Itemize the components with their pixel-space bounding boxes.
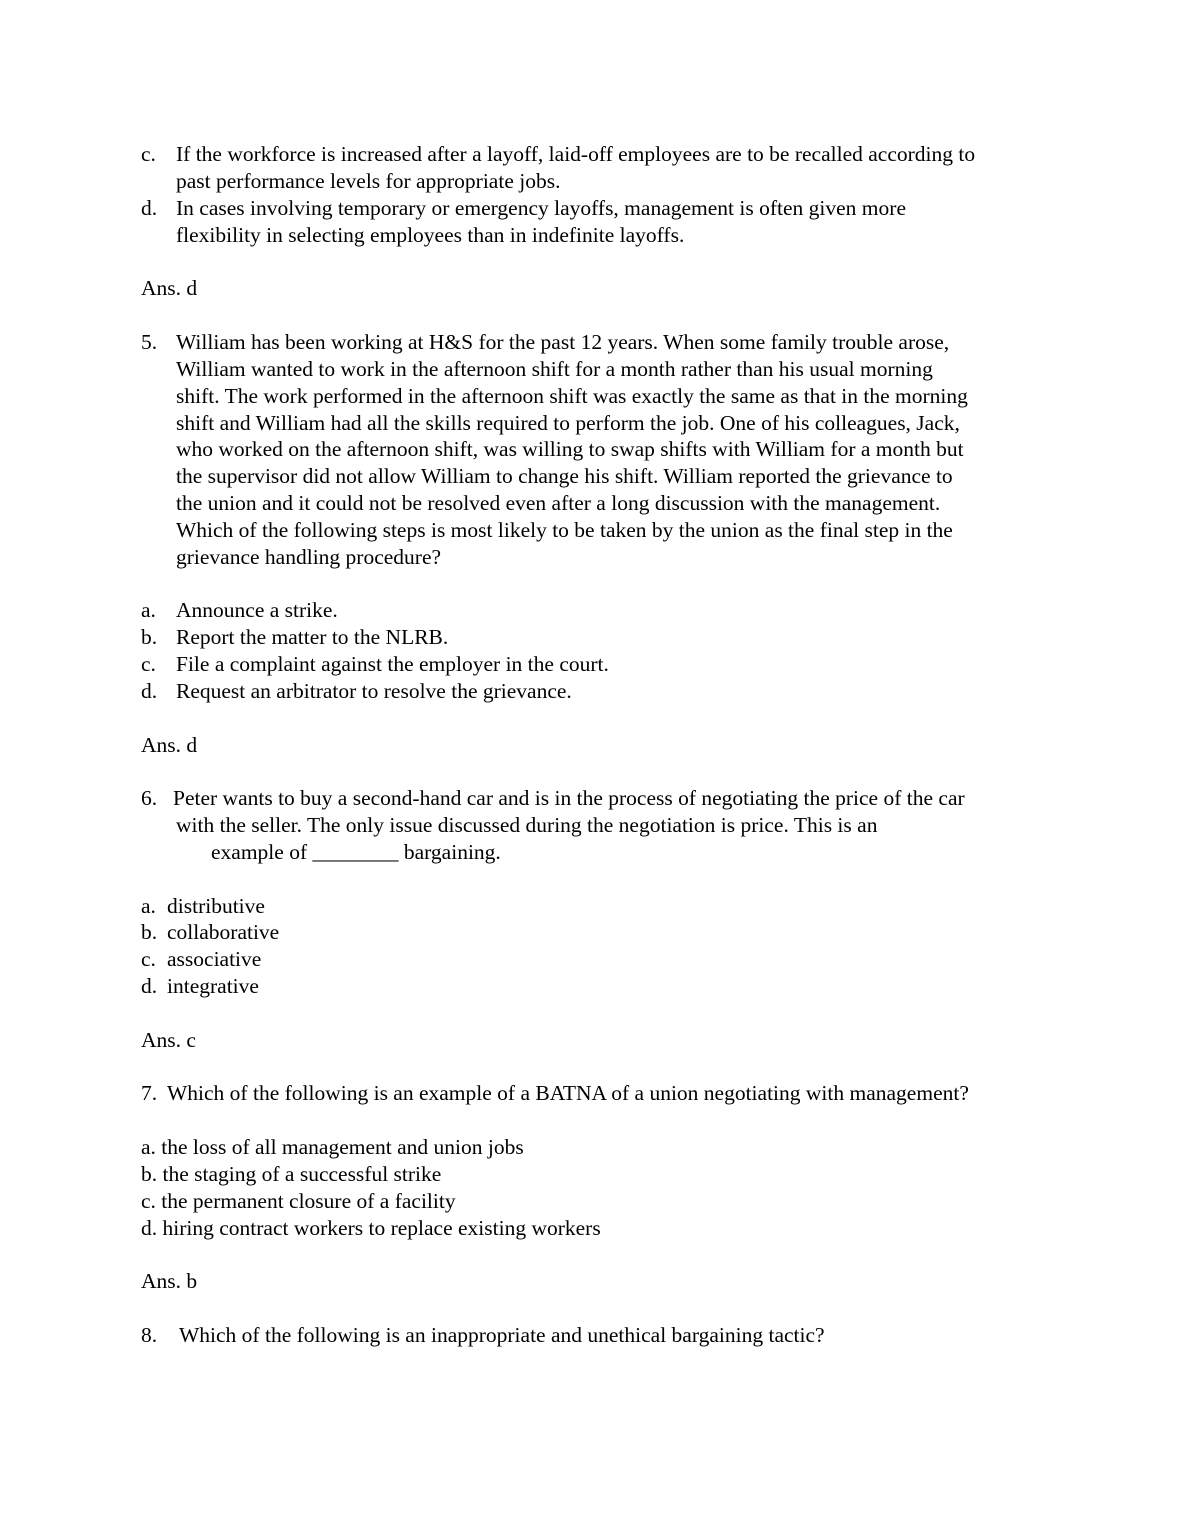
question-text: grievance handling procedure? [176,545,442,569]
option-text: Announce a strike. [176,598,338,622]
answer: Ans. d [141,733,198,757]
option-text: Request an arbitrator to resolve the grievance. [176,679,572,703]
option-label: c. [141,947,156,971]
option-label: c. [141,652,156,676]
question-text: William wanted to work in the afternoon shift for a month rather than his usual morning [176,357,933,381]
answer: Ans. d [141,276,198,300]
question-text: the union and it could not be resolved even after a long discussion with the management. [176,491,941,515]
option-text: integrative [167,974,259,998]
question-text: shift. The work performed in the afternoon shift was exactly the same as that in the morning [176,384,968,408]
option-text: File a complaint against the employer in the court. [176,652,609,676]
option-text: d. hiring contract workers to replace existing workers [141,1216,601,1240]
option-text: c. the permanent closure of a facility [141,1189,456,1213]
option-text: collaborative [167,920,280,944]
option-text: associative [167,947,262,971]
option-label: c. [141,142,156,166]
option-label: d. [141,679,158,703]
option-text: b. the staging of a successful strike [141,1162,442,1186]
question-number: 5. [141,330,158,354]
option-text: a. the loss of all management and union jobs [141,1135,524,1159]
option-text: Report the matter to the NLRB. [176,625,449,649]
question-text: who worked on the afternoon shift, was willing to swap shifts with William for a month but [176,437,964,461]
option-label: b. [141,920,158,944]
answer: Ans. b [141,1269,198,1293]
question-text: the supervisor did not allow William to change his shift. William reported the grievance to [176,464,953,488]
question-text: Which of the following is an inappropriate and unethical bargaining tactic? [179,1323,825,1347]
option-text: In cases involving temporary or emergency layoffs, management is often given more [176,196,906,220]
question-text: Which of the following is an example of a BATNA of a union negotiating with management? [167,1081,969,1105]
option-text: past performance levels for appropriate jobs. [176,169,561,193]
question-text: Peter wants to buy a second-hand car and is in the process of negotiating the price of the car [173,786,965,810]
question-text: William has been working at H&S for the past 12 years. When some family trouble arose, [176,330,950,354]
question-number: 8. [141,1323,158,1347]
answer: Ans. c [141,1028,196,1052]
question-number: 7. [141,1081,158,1105]
option-text: distributive [167,894,265,918]
option-label: d. [141,974,158,998]
question-text: with the seller. The only issue discussed during the negotiation is price. This is an [176,813,878,837]
option-label: d. [141,196,158,220]
option-text: If the workforce is increased after a layoff, laid-off employees are to be recalled according to [176,142,976,166]
option-label: a. [141,894,156,918]
question-text: shift and William had all the skills required to perform the job. One of his colleagues, Jack, [176,411,960,435]
question-text: example of ________ bargaining. [211,840,501,864]
option-label: a. [141,598,156,622]
question-text: Which of the following steps is most likely to be taken by the union as the final step in the [176,518,953,542]
question-number: 6. [141,786,158,810]
option-label: b. [141,625,158,649]
option-text: flexibility in selecting employees than in indefinite layoffs. [176,223,685,247]
